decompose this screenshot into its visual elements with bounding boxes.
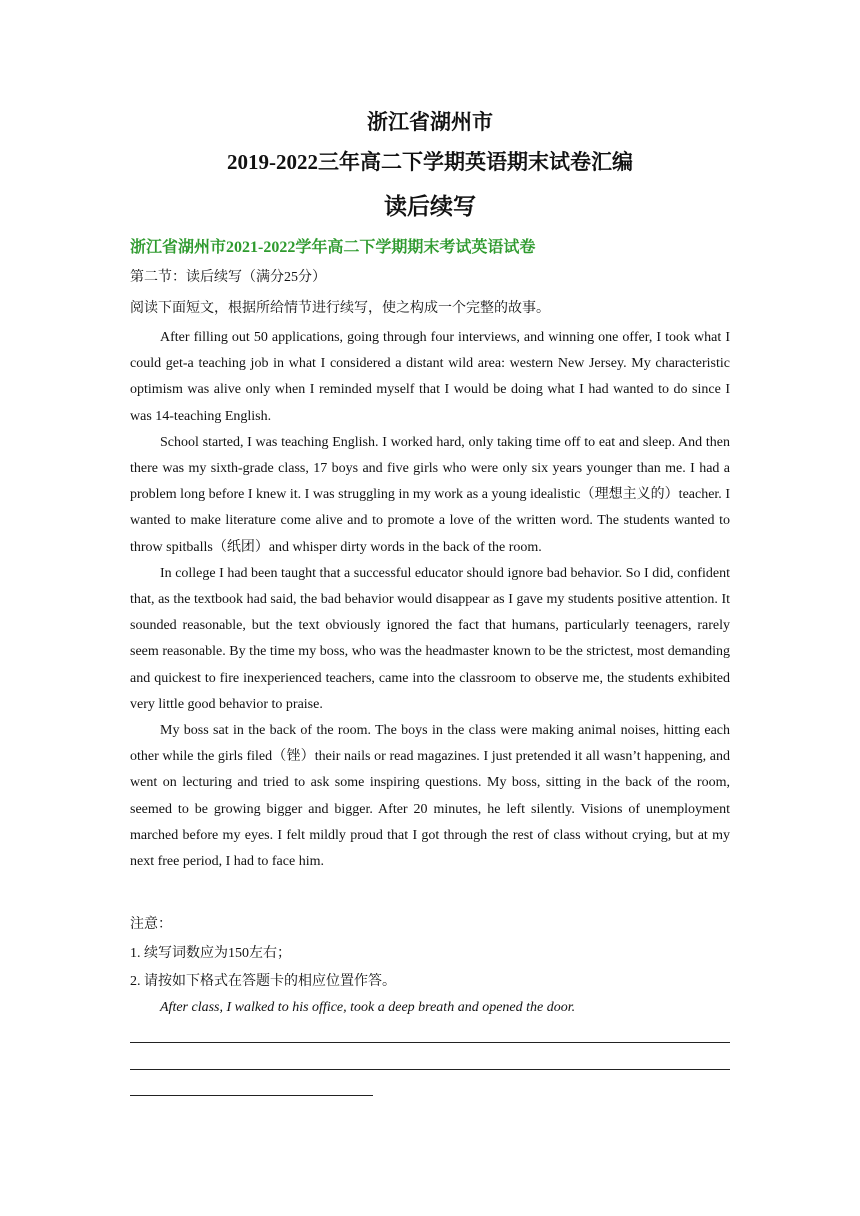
title-topic: 读后续写 (384, 194, 476, 219)
passage-paragraph: After filling out 50 applications, going through four interviews, and winning one offer, I took what I could get-a teaching job in what I considered a distant wild area: western New Jersey. My characteristic optimism was alive only when I reminded myself that I would be doing what I had wanted to do since I was 14-teaching English. (130, 330, 730, 424)
title-region: 浙江省湖州市 (367, 110, 493, 134)
answer-line (130, 1095, 373, 1096)
passage-paragraph: School started, I was teaching English. I worked hard, only taking time off to eat and sleep. And then there was my sixth-grade class, 17 boys and five girls who were only six years younger than me. I had a problem long before I knew it. I was struggling in my work as a young idealistic（理想主义的）teacher. I wanted to make literature come alive and to promote a love of the written word. The students wanted to throw spitballs（纸团）and whisper dirty words in the back of the room. (130, 434, 730, 555)
passage-paragraph: My boss sat in the back of the room. The boys in the class were making animal noises, hitting each other while the girls filed（锉）their nails or read magazines. I just pretended it all wasn’t happening, and went on lecturing and tried to ask some inspiring questions. My boss, sitting in the back of the room, seemed to be growing bigger and bigger. After 20 minutes, he left silently. Visions of unemployment marched before my eyes. I felt mildly proud that I got through the rest of class without crying, but at my next free period, I had to face him. (130, 723, 730, 870)
passage (130, 325, 730, 875)
notes-heading: 注意： (130, 917, 172, 932)
answer-line (130, 1069, 730, 1070)
notes-block (130, 911, 396, 997)
section-heading: 浙江省湖州市2021-2022学年高二下学期期末考试英语试卷 (130, 239, 536, 256)
title-collection: 2019-2022三年高二下学期英语期末试卷汇编 (227, 150, 633, 174)
answer-line (130, 1042, 730, 1043)
note-item: 1. 续写词数应为150左右； (130, 945, 291, 961)
instruction-text: 阅读下面短文，根据所给情节进行续写，使之构成一个完整的故事。 (130, 301, 550, 316)
passage-paragraph: In college I had been taught that a successful educator should ignore bad behavior. So I did, confident that, as the textbook had said, the bad behavior would disappear as I gave my students positive attention. It sounded reasonable, but the text obviously ignored the fact that humans, particularly teenagers, rarely seem reasonable. By the time my boss, who was the headmaster known to be the strictest, most demanding and quickest to fire inexperienced teachers, came into the classroom to observe me, the students exhibited very little good behavior to praise. (130, 565, 730, 712)
part-label: 第二节：读后续写（满分25分） (130, 270, 326, 285)
starter-sentence: After class, I walked to his office, took a deep breath and opened the door. (160, 1000, 576, 1015)
note-item: 2. 请按如下格式在答题卡的相应位置作答。 (130, 974, 396, 990)
